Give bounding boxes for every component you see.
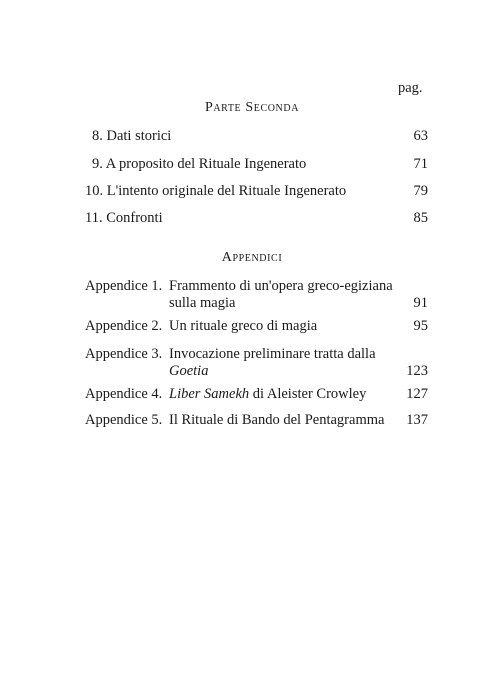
section-heading-part-two: Parte Seconda: [204, 100, 300, 115]
appendix-prefix: Appendice 4.: [85, 386, 163, 402]
toc-entry-page: 85: [413, 210, 428, 226]
page-column-label: pag.: [398, 80, 423, 96]
toc-entry-page: 137: [406, 412, 428, 428]
toc-entry-page: 71: [413, 156, 428, 172]
toc-entry-page: 91: [413, 295, 428, 311]
appendix-prefix: Appendice 5.: [85, 412, 163, 428]
toc-entry-page: 95: [413, 318, 428, 334]
appendix-title-line: Un rituale greco di magia: [169, 318, 318, 334]
appendix-title-line: [169, 386, 366, 403]
appendix-title-line: Invocazione preliminare tratta dalla: [169, 346, 376, 362]
appendix-title-italic: Liber Samekh: [169, 386, 250, 402]
toc-entry-page: 79: [413, 183, 428, 199]
appendix-prefix: Appendice 1.: [85, 278, 163, 294]
appendix-prefix: Appendice 3.: [85, 346, 163, 362]
appendix-title-rest: di Aleister Crowley: [249, 386, 367, 402]
appendix-title-line: sulla magia: [169, 295, 236, 311]
toc-entry-page: 123: [406, 363, 428, 379]
appendix-title-line: Frammento di un'opera greco-egiziana: [169, 278, 393, 294]
toc-entry-label: 9. A proposito del Rituale Ingenerato: [92, 156, 307, 172]
appendix-prefix: Appendice 2.: [85, 318, 163, 334]
appendix-title-line: Goetia: [169, 363, 209, 379]
toc-entry-page: 127: [406, 386, 428, 402]
toc-entry-page: 63: [413, 128, 428, 144]
toc-entry-label: 10. L'intento originale del Rituale Ingenerato: [85, 183, 347, 199]
toc-entry-label: 11. Confronti: [85, 210, 163, 226]
section-heading-appendices: Appendici: [221, 250, 283, 265]
appendix-title-line: Il Rituale di Bando del Pentagramma: [169, 412, 385, 428]
toc-entry-label: 8. Dati storici: [92, 128, 172, 144]
